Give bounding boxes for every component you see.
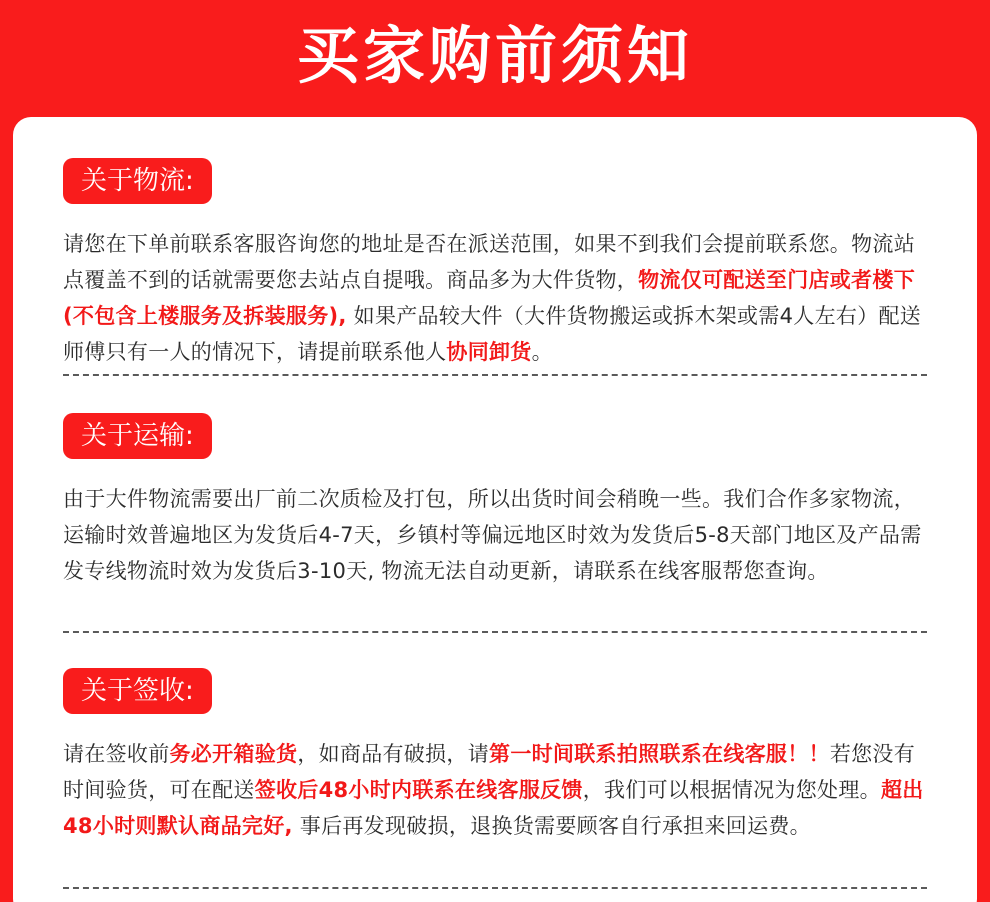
signing-text-part: ，如商品有破损，请 xyxy=(297,742,490,766)
logistics-text-part: 如果产品较大件（大件货物搬运或拆木架或需4人左右）配送师傅只有一人的情况下，请提前联系他人 xyxy=(63,304,922,364)
logistics-text-part: 。 xyxy=(531,340,553,364)
divider xyxy=(63,374,927,376)
signing-section xyxy=(48,668,928,844)
signing-text-part: 请在签收前 xyxy=(63,742,170,766)
logistics-highlight-delivery: 物流仅可配送至门店或者楼下(不包含上楼服务及拆装服务), xyxy=(63,268,916,328)
signing-highlight-contact: 第一时间联系拍照联系在线客服！！ xyxy=(489,742,830,766)
divider xyxy=(63,631,927,633)
logistics-text xyxy=(63,226,928,370)
shipping-heading: 关于运输: xyxy=(63,413,212,459)
signing-text-part: ，我们可以根据情况为您处理。 xyxy=(582,778,881,802)
signing-heading: 关于签收: xyxy=(63,668,212,714)
logistics-highlight-unload: 协同卸货 xyxy=(446,340,532,364)
signing-highlight-default: 超出48小时则默认商品完好, xyxy=(63,778,924,838)
signing-highlight-48h: 签收后48小时内联系在线客服反馈 xyxy=(254,778,583,802)
shipping-section xyxy=(48,413,928,589)
signing-text-part: 若您没有时间验货，可在配送 xyxy=(63,742,916,802)
signing-text xyxy=(63,736,928,844)
divider xyxy=(63,887,927,889)
signing-text-part: 事后再发现破损，退换货需要顾客自行承担来回运费。 xyxy=(292,814,811,838)
page-title: 买家购前须知 xyxy=(296,19,693,92)
logistics-text-part: 请您在下单前联系客服咨询您的地址是否在派送范围，如果不到我们会提前联系您。物流站点覆盖不到的话就需要您去站点自提哦。商品多为大件货物， xyxy=(63,232,915,292)
shipping-text: 由于大件物流需要出厂前二次质检及打包，所以出货时间会稍晚一些。我们合作多家物流，运输时效普遍地区为发货后4-7天，乡镇村等偏远地区时效为发货后5-8天部门地区及产品需发专线物流时效为发货后3-10天, 物流无法自动更新，请联系在线客服帮您查询。 xyxy=(63,487,922,583)
logistics-section xyxy=(48,158,928,370)
signing-highlight-inspect: 务必开箱验货 xyxy=(169,742,298,766)
logistics-heading: 关于物流: xyxy=(63,158,212,204)
